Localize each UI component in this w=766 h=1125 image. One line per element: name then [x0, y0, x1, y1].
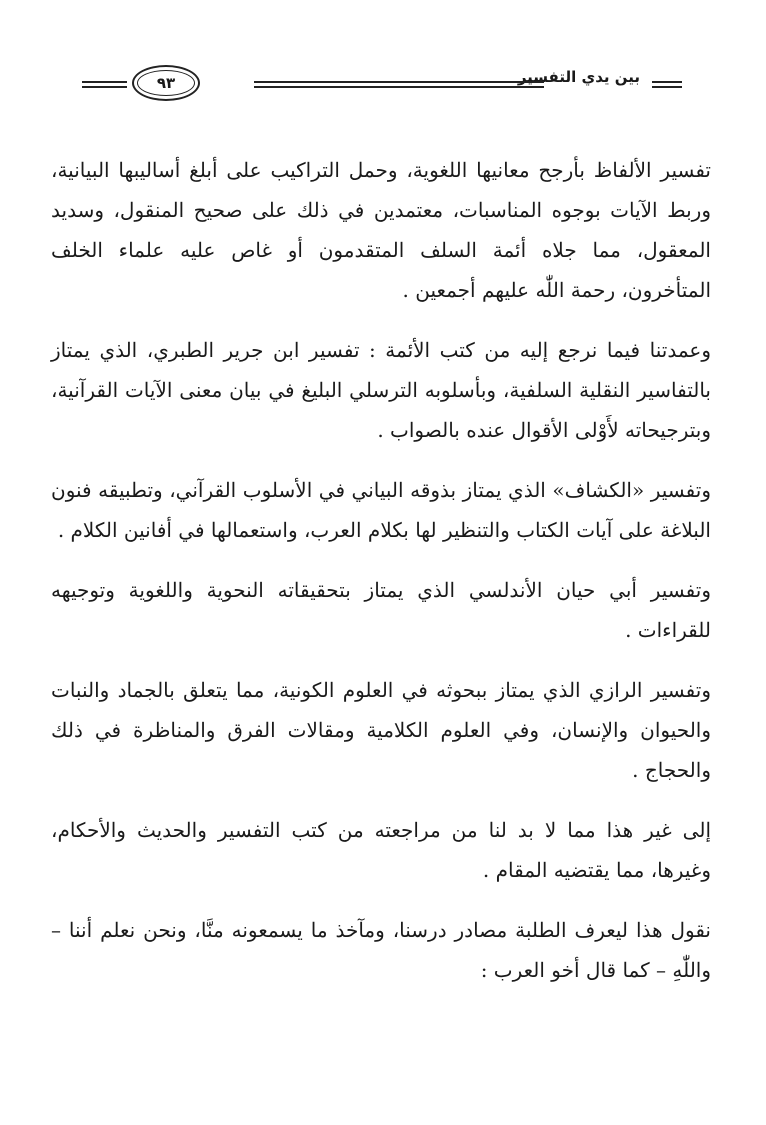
header-title: بين يدي التفسير	[517, 68, 640, 86]
page-number: ٩٣	[156, 74, 176, 92]
header-rule-middle	[254, 81, 544, 88]
paragraph-6: إلى غير هذا مما لا بد لنا من مراجعته من كتب التفسير والحديث والأحكام، وغيرها، مما يقتضيه المقام .	[51, 818, 711, 882]
page-body	[51, 150, 711, 1010]
paragraph-2: وعمدتنا فيما نرجع إليه من كتب الأئمة : تفسير ابن جرير الطبري، الذي يمتاز بالتفاسير النقلية السلفية، وبأسلوبه الترسلي البليغ في بيان معنى الآيات القرآنية، وبترجيحاته لأَوْلى الأقوال عنده بالصواب .	[51, 338, 711, 442]
running-header	[82, 62, 682, 112]
paragraph-7: نقول هذا ليعرف الطلبة مصادر درسنا، ومآخذ ما يسمعونه منَّا، ونحن نعلم أننا – واللّٰهِ – كما قال أخو العرب :	[51, 918, 711, 982]
paragraph-5: وتفسير الرازي الذي يمتاز ببحوثه في العلوم الكونية، مما يتعلق بالجماد والنبات والحيوان والإنسان، وفي العلوم الكلامية ومقالات الفرق والمناظرة في ذلك والحجاج .	[51, 678, 711, 782]
paragraph-1: تفسير الألفاظ بأرجح معانيها اللغوية، وحمل التراكيب على أبلغ أساليبها البيانية، وربط الآيات بوجوه المناسبات، معتمدين في ذلك على صحيح المنقول، وسديد المعقول، مما جلاه أئمة السلف المتقدمون أو غاص عليه علماء الخلف المتأخرون، رحمة اللّٰه عليهم أجمعين .	[51, 158, 711, 302]
page-number-badge	[132, 65, 200, 101]
paragraph-4: وتفسير أبي حيان الأندلسي الذي يمتاز بتحقيقاته النحوية واللغوية وتوجيهه للقراءات .	[51, 578, 711, 642]
paragraph-3: وتفسير «الكشاف» الذي يمتاز بذوقه البياني في الأسلوب القرآني، وتطبيقه فنون البلاغة على آيات الكتاب والتنظير لها بكلام العرب، واستعمالها في أفانين الكلام .	[51, 478, 711, 542]
header-rule-left	[82, 81, 127, 88]
header-rule-right	[652, 81, 682, 88]
